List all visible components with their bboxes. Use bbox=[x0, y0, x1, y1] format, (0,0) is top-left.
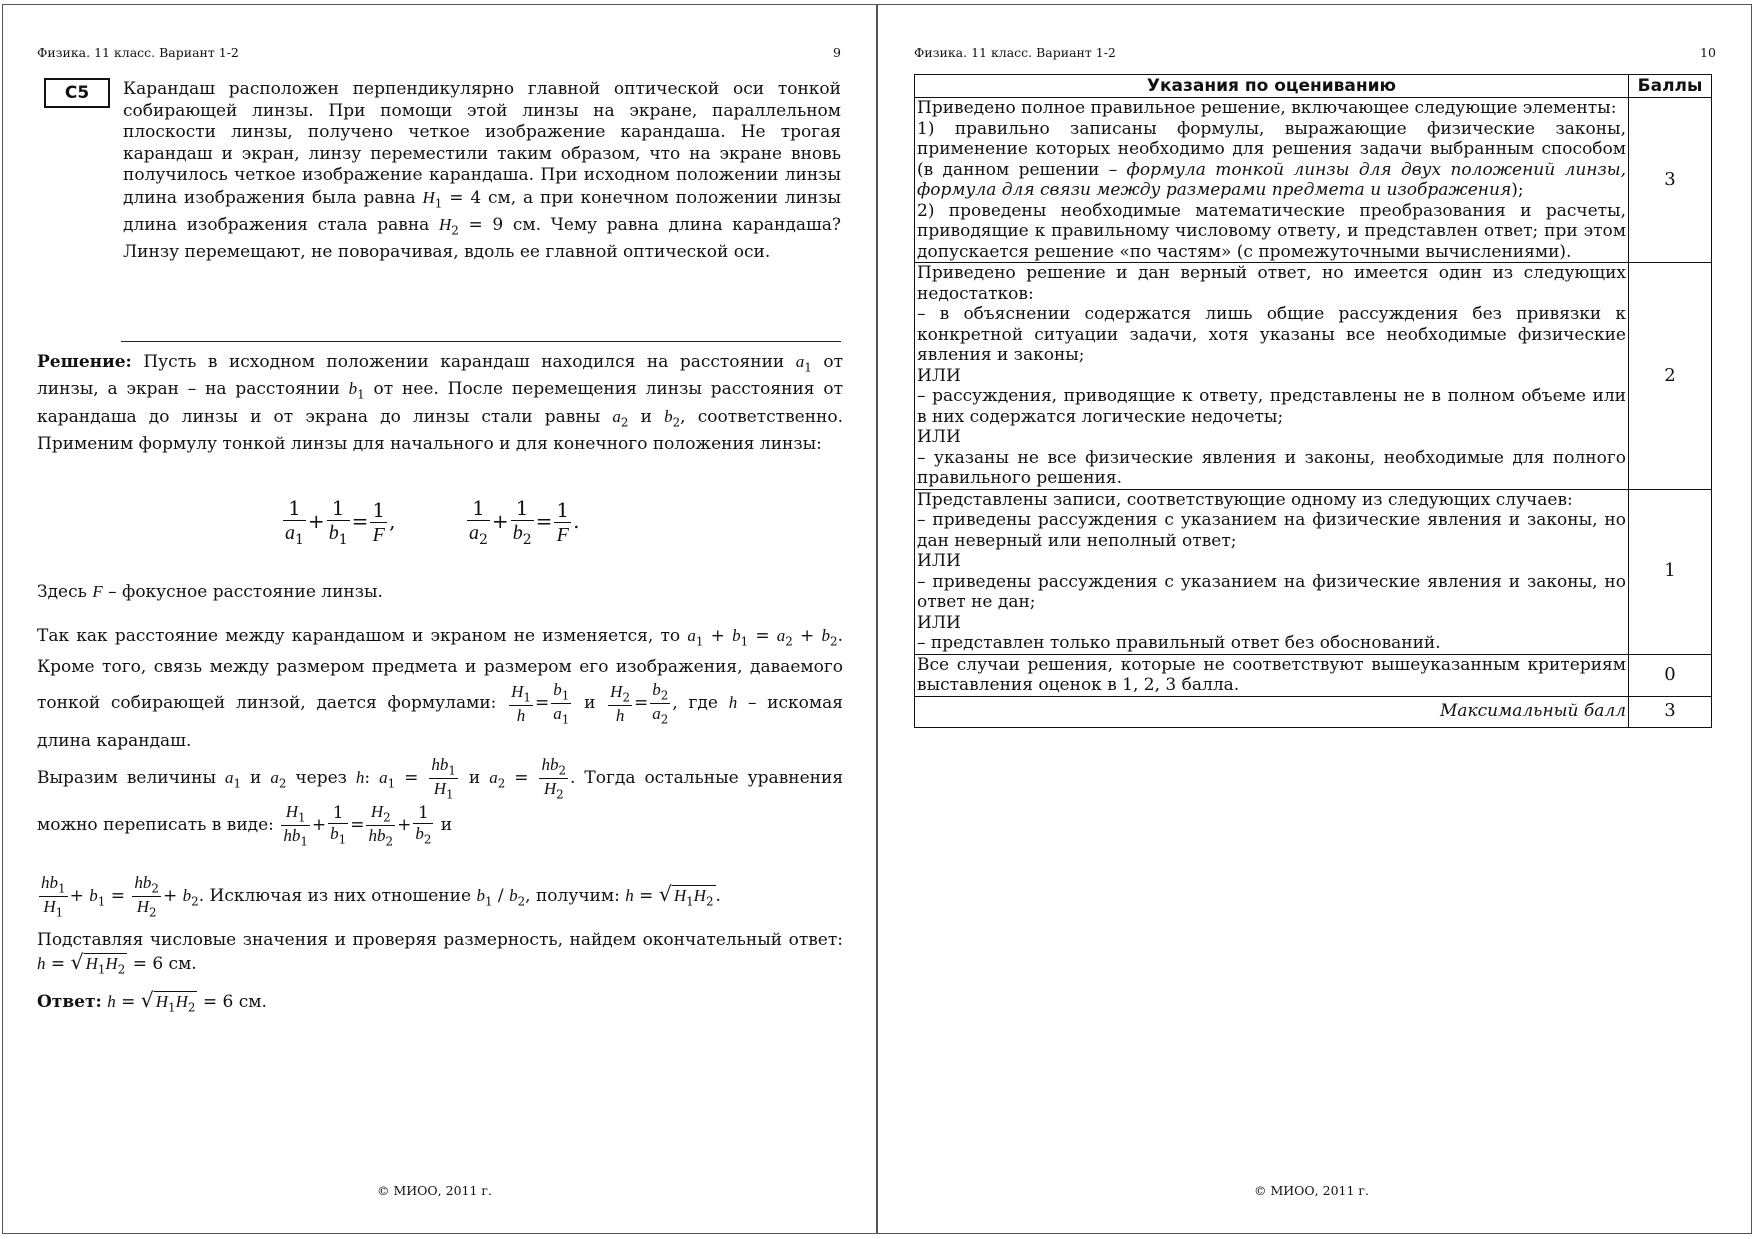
table-header-row bbox=[915, 75, 1712, 98]
criteria-cell: Все случаи решения, которые не соответствуют вышеуказанным критериям выставления оценок в 1, 2, 3 балла. bbox=[915, 654, 1629, 696]
page-header: Физика. 11 класс. Вариант 1-2 bbox=[37, 45, 239, 60]
page-footer: © МИОО, 2011 г. bbox=[377, 1183, 492, 1198]
page-number: 9 bbox=[833, 45, 841, 60]
max-score-value: 3 bbox=[1629, 696, 1712, 727]
page-footer: © МИОО, 2011 г. bbox=[1254, 1183, 1369, 1198]
solution-intro: Решение: Пусть в исходном положении карандаш находился на расстоянии $a_1$ от линзы, а экран – на расстоянии $b_1$ от нее. После перемещения линзы расстояния от карандаша до линзы и от экрана до линзы стали равны $a_2$ и $b_2$, соответственно. Применим формулу тонкой линзы для начального и для конечного положения линзы: bbox=[37, 352, 844, 455]
table-row bbox=[915, 654, 1712, 696]
solution-final: Подставляя числовые значения и проверяя размерность, найдем окончательный ответ: h = √ $H_1H_2 = 6$ см. bbox=[37, 930, 843, 977]
criteria-column-header: Указания по оцениванию bbox=[915, 75, 1629, 98]
answer-label: Ответ: bbox=[37, 992, 102, 1012]
solution-express: Выразим величины $a_1$ и $a_2$ через h: $a_1$ = $\frac{hb_1}{H_1}$ и $a_2$ = $\frac{hb_2}{H_2}$ . Тогда остальные уравнения можно переписать в виде: $\frac{H_1}{hb_1}$ + $\frac{1}{b_1}$ = $\frac{H_2}{hb_2}$ + $\frac{1}{b_2}$ и bbox=[37, 755, 844, 849]
table-row bbox=[915, 489, 1712, 654]
left-page bbox=[2, 4, 877, 1234]
max-score-label: Максимальный балл bbox=[915, 696, 1629, 727]
criteria-cell: Приведено полное правильное решение, включающее следующие элементы: 1) правильно записаны формулы, выражающие физические законы, применение которых необходимо для решения задачи выбранным способом (в данном решении – формула тонкой линзы для двух положений линзы, формула для связи между размерами предмета и изображения); 2) проведены необходимые математические преобразования и расчеты, приводящие к правильному числовому ответу, и представлен ответ; при этом допускается решение «по частям» (с промежуточными вычислениями). bbox=[915, 98, 1629, 263]
lens-formula-final: $\frac{1}{a_2}$ + $\frac{1}{b_2}$ = $\frac{1}{F}$ . bbox=[469, 496, 580, 548]
points-cell: 3 bbox=[1629, 98, 1712, 263]
points-cell: 1 bbox=[1629, 489, 1712, 654]
solution-distance: Так как расстояние между карандашом и экраном не изменяется, то $a_1 + b_1 = a_2 + b_2$. Кроме того, связь между размером предмета и размером его изображения, даваемого тонкой собирающей линзой, дается формулами: $\frac{H_1}{h}$ = $\frac{b_1}{a_1}$ и $\frac{H_2}{h}$ = $\frac{b_2}{a_2}$ , где h – искомая длина карандаш. bbox=[37, 626, 843, 751]
points-column-header: Баллы bbox=[1629, 75, 1712, 98]
table-row bbox=[915, 263, 1712, 490]
answer: Ответ: h = √ $H_1H_2 = 6$ см. bbox=[37, 988, 267, 1015]
grading-table bbox=[914, 74, 1712, 728]
right-page bbox=[877, 4, 1752, 1234]
points-cell: 0 bbox=[1629, 654, 1712, 696]
criteria-cell: Представлены записи, соответствующие одному из следующих случаев: – приведены рассуждения с указанием на физические явления и законы, но дан неверный или неполный ответ; ИЛИ – приведены рассуждения с указанием на физические явления и законы, но ответ не дан; ИЛИ – представлен только правильный ответ без обоснований. bbox=[915, 489, 1629, 654]
problem-statement: Карандаш расположен перпендикулярно главной оптической оси тонкой собирающей линзы. При помощи этой линзы на экране, параллельном плоскости линзы, получено четкое изображение карандаша. Не трогая карандаш и экран, линзу переместили таким образом, что на экране вновь получилось четкое изображение карандаша. При исходном положении линзы длина изображения была равна $H_1 = 4$ см, а при конечном положении линзы длина изображения стала равна $H_2 = 9$ см. Чему равна длина карандаша? Линзу перемещают, не поворачивая, вдоль ее главной оптической оси. bbox=[123, 79, 842, 263]
task-label: С5 bbox=[44, 78, 110, 108]
page-header: Физика. 11 класс. Вариант 1-2 bbox=[914, 45, 1116, 60]
solution-eliminate: $\frac{hb_1}{H_1}$ + $b_1$ = $\frac{hb_2}{H_2}$ + $b_2$. Исключая из них отношение $b_1 / b_2$, получим: h = √ $H_1H_2$ . bbox=[41, 873, 721, 920]
page-number: 10 bbox=[1700, 45, 1716, 60]
lens-formula-initial: $\frac{1}{a_1}$ + $\frac{1}{b_1}$ = $\frac{1}{F}$ , bbox=[285, 496, 396, 548]
table-row bbox=[915, 98, 1712, 263]
points-cell: 2 bbox=[1629, 263, 1712, 490]
max-score-row bbox=[915, 696, 1712, 727]
criteria-cell: Приведено решение и дан верный ответ, но имеется один из следующих недостатков: – в объяснении содержатся лишь общие рассуждения без привязки к конкретной ситуации задачи, хотя указаны все необходимые физические явления и законы; ИЛИ – рассуждения, приводящие к ответу, представлены не в полном объеме или в них содержатся логические недочеты; ИЛИ – указаны не все физические явления и законы, необходимые для полного правильного решения. bbox=[915, 263, 1629, 490]
focal-note: Здесь F – фокусное расстояние линзы. bbox=[37, 582, 383, 602]
divider bbox=[121, 341, 841, 342]
solution-label: Решение: bbox=[37, 352, 132, 372]
